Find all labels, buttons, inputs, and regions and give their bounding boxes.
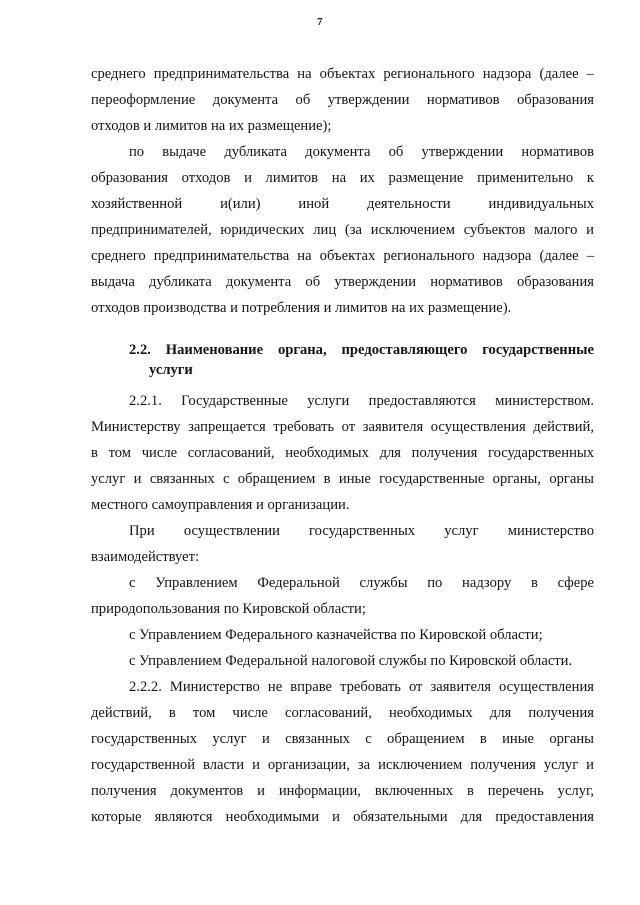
text-line: отходов и лимитов на их размещение); xyxy=(91,118,332,134)
text-line: среднего предпринимательства на объектах регионального надзора (далее – xyxy=(91,66,594,82)
text-line: которые являются необходимыми и обязательными для предоставления xyxy=(91,809,594,825)
text-line: с Управлением Федеральной службы по надзору в сфере xyxy=(129,575,594,591)
text-line: государственных услуг и связанных с обращением в иные органы xyxy=(91,731,594,747)
text-line: услуг и связанных с обращением в иные государственные органы, органы xyxy=(91,471,594,487)
text-line: с Управлением Федерального казначейства по Кировской области; xyxy=(129,627,543,643)
text-line: 2.2.1. Государственные услуги предоставляются министерством. xyxy=(129,393,594,409)
page-number: 7 xyxy=(317,16,323,28)
section-heading: 2.2. Наименование органа, предоставляющего государственные xyxy=(129,342,594,358)
text-line: отходов производства и потребления и лимитов на их размещение). xyxy=(91,300,512,316)
text-line: При осуществлении государственных услуг министерство xyxy=(129,523,594,539)
text-line: государственной власти и организации, за исключением получения услуг и xyxy=(91,757,594,773)
text-line: по выдаче дубликата документа об утверждении нормативов xyxy=(129,144,594,160)
text-line: 2.2.2. Министерство не вправе требовать от заявителя осуществления xyxy=(129,679,594,695)
text-line: среднего предпринимательства на объектах регионального надзора (далее – xyxy=(91,248,594,264)
text-line: хозяйственной и(или) иной деятельности индивидуальных xyxy=(91,196,594,212)
text-line: переоформление документа об утверждении нормативов образования xyxy=(91,92,594,108)
text-line: выдача дубликата документа об утверждении нормативов образования xyxy=(91,274,594,290)
text-line: предпринимателей, юридических лиц (за исключением субъектов малого и xyxy=(91,222,594,238)
section-heading-cont: услуги xyxy=(149,362,193,378)
text-line: получения документов и информации, включенных в перечень услуг, xyxy=(91,783,594,799)
text-line: в том числе согласований, необходимых для получения государственных xyxy=(91,445,594,461)
text-line: природопользования по Кировской области; xyxy=(91,601,366,617)
text-line: Министерству запрещается требовать от заявителя осуществления действий, xyxy=(91,419,594,435)
text-line: действий, в том числе согласований, необходимых для получения xyxy=(91,705,594,721)
text-line: с Управлением Федеральной налоговой службы по Кировской области. xyxy=(129,653,573,669)
text-line: местного самоуправления и организации. xyxy=(91,497,350,513)
text-line: взаимодействует: xyxy=(91,549,200,565)
text-line: образования отходов и лимитов на их размещение применительно к xyxy=(91,170,594,186)
